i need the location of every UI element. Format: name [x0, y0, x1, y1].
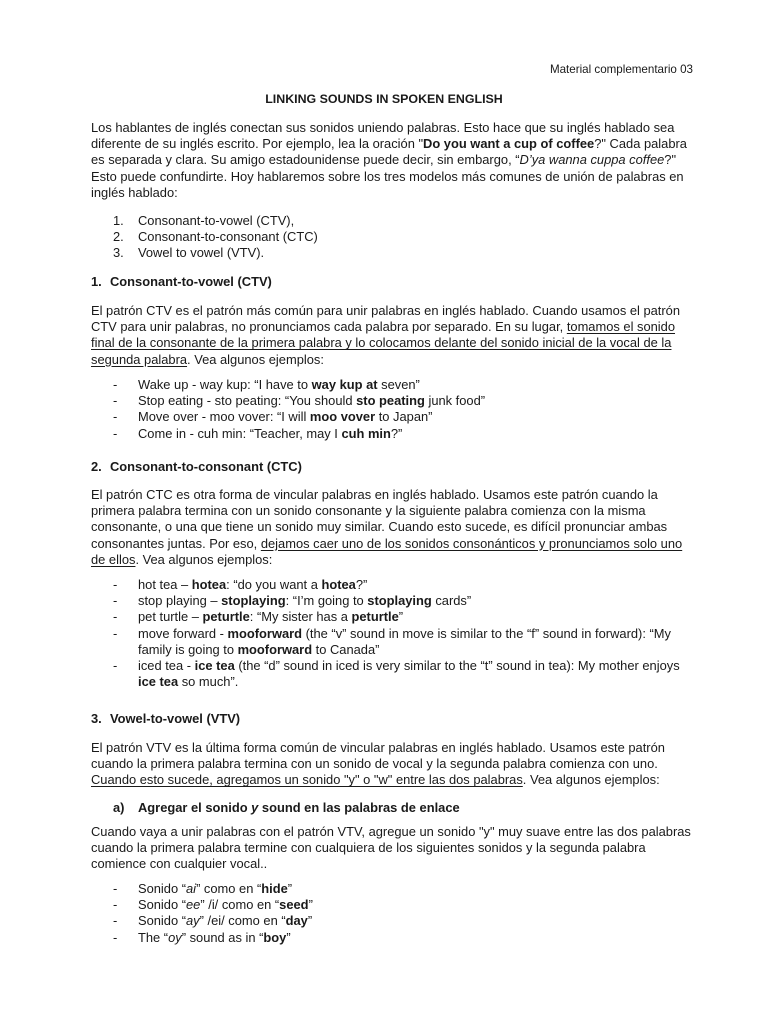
- list-item: 3. Vowel to vowel (VTV).: [113, 245, 265, 261]
- list-item: 1. Consonant-to-vowel (CTV),: [113, 213, 295, 228]
- intro-list: [91, 213, 693, 262]
- page-title: LINKING SOUNDS IN SPOKEN ENGLISH: [265, 92, 503, 106]
- list-item: - Come in - cuh min: “Teacher, may I cuh min?”: [91, 426, 693, 442]
- subsection-heading-y-sound: a) Agregar el sonido y sound en las palabras de enlace: [113, 800, 460, 815]
- list-item: - Stop eating - sto peating: “You should sto peating junk food”: [91, 393, 693, 409]
- vtv-examples: [91, 881, 693, 946]
- list-item: - The “oy” sound as in “boy”: [91, 930, 693, 946]
- intro-paragraph: Los hablantes de inglés conectan sus sonidos uniendo palabras. Esto hace que su inglés hablado sea diferente de su inglés escrito. Por ejemplo, lea la oración "Do you want a cup of coffee?" Cada palabra es separada y clara. Su amigo estadounidense puede decir, sin embargo, “D’ya wanna cuppa coffee?" Esto puede confundirte. Hoy hablaremos sobre los tres modelos más comunes de unión de palabras en inglés hablado:: [91, 120, 687, 200]
- list-item: - Move over - moo vover: “I will moo vover to Japan”: [91, 409, 693, 425]
- vtv-paragraph: El patrón VTV es la última forma común de vincular palabras en inglés hablado. Usamos este patrón cuando la primera palabra termina con un sonido de vocal y la segunda palabra comienza con uno. Cuando esto sucede, agregamos un sonido "y" o "w" entre las dos palabras. Vea algunos ejemplos:: [91, 740, 665, 788]
- list-item: - Sonido “ee” /i/ como en “seed”: [91, 897, 693, 913]
- list-item: - iced tea - ice tea (the “d” sound in iced is very similar to the “t” sound in tea): My mother enjoys ice tea so much”.: [91, 658, 693, 690]
- section-heading-ctc: 2. Consonant-to-consonant (CTC): [91, 459, 302, 474]
- vtv-paragraph-2: Cuando vaya a unir palabras con el patrón VTV, agregue un sonido "y" muy suave entre las dos palabras cuando la primera palabra termine con cualquiera de los siguientes sonidos y la segunda palabra comience con cualquier vocal..: [91, 824, 691, 872]
- ctv-examples: [91, 377, 693, 442]
- list-item: - Wake up - way kup: “I have to way kup at seven”: [91, 377, 693, 393]
- list-item: 2. Consonant-to-consonant (CTC): [113, 229, 318, 245]
- list-item: - Sonido “ai” como en “hide”: [91, 881, 693, 897]
- list-item: - pet turtle – peturtle: “My sister has a peturtle”: [91, 609, 693, 625]
- list-item: - move forward - mooforward (the “v” sound in move is similar to the “f” sound in forward): “My family is going to mooforward to Canada”: [91, 626, 693, 658]
- list-item: - Sonido “ay” /ei/ como en “day”: [91, 913, 693, 929]
- ctc-paragraph: El patrón CTC es otra forma de vincular palabras en inglés hablado. Usamos este patrón cuando la primera palabra termina con un sonido consonante y la siguiente palabra comienza con la misma consonante, o una que tiene un sonido muy similar. Cuando esto sucede, es difícil pronunciar ambas consonantes juntas. Por eso, dejamos caer uno de los sonidos consonánticos y pronunciamos solo uno de ellos. Vea algunos ejemplos:: [91, 487, 683, 567]
- section-heading-vtv: 3. Vowel-to-vowel (VTV): [91, 711, 241, 726]
- section-heading-ctv: 1. Consonant-to-vowel (CTV): [91, 274, 272, 289]
- ctv-paragraph: El patrón CTV es el patrón más común para unir palabras en inglés hablado. Cuando usamos el patrón CTV para unir palabras, no pronunciamos cada palabra por separado. En su lugar, tomamos el sonido final de la consonante de la primera palabra y lo colocamos delante del sonido inicial de la vocal de la segunda palabra. Vea algunos ejemplos:: [91, 303, 681, 367]
- ctc-examples: [91, 577, 693, 690]
- header-note: Material complementario 03: [549, 63, 693, 76]
- list-item: - stop playing – stoplaying: “I’m going to stoplaying cards”: [91, 593, 693, 609]
- list-item: - hot tea – hotea: “do you want a hotea?”: [91, 577, 693, 593]
